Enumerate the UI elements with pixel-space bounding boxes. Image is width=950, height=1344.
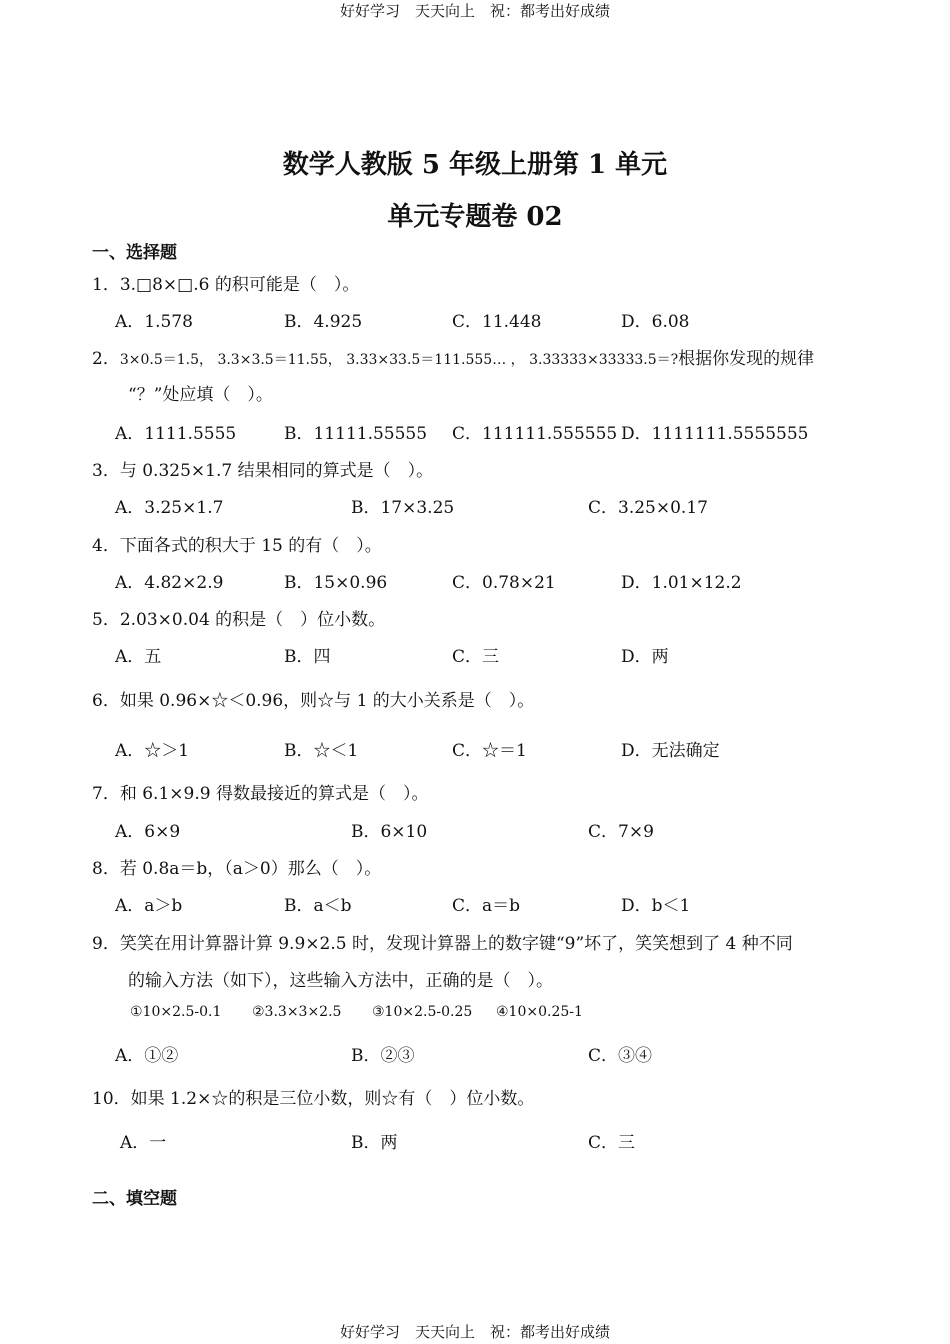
method-2: ②3.3×3×2.5 [252,1004,342,1020]
option-q5-d: D．两 [621,647,669,667]
option-q8-a: A．a＞b [115,896,183,916]
question-7: 7．和 6.1×9.9 得数最接近的算式是（ ）。 [92,784,429,804]
question-6: 6．如果 0.96×☆＜0.96，则☆与 1 的大小关系是（ ）。 [92,691,535,711]
option-q5-c: C．三 [452,647,500,667]
option-q6-c: C．☆＝1 [452,741,527,761]
option-q3-c: C．3.25×0.17 [588,498,708,518]
option-q10-b: B．两 [351,1133,398,1153]
option-q7-b: B．6×10 [351,822,428,842]
question-2-formula: 3×0.5＝1.5， 3.3×3.5＝11.55， 3.33×33.5＝111.555… ， 3.33333×33333.5＝? [119,352,679,368]
question-5: 5．2.03×0.04 的积是（ ）位小数。 [92,610,386,630]
method-4: ④10×0.25-1 [496,1004,583,1020]
option-q5-b: B．四 [284,647,331,667]
option-q9-b: B．②③ [351,1046,415,1066]
title-sub: 单元专题卷 02 [387,202,563,232]
option-q10-c: C．三 [588,1133,636,1153]
option-q6-b: B．☆＜1 [284,741,359,761]
option-q9-a: A．①② [115,1046,179,1066]
option-q1-c: C．11.448 [452,312,542,332]
option-q2-c: C．111111.555555 [452,424,618,444]
method-3: ③10×2.5-0.25 [372,1004,473,1020]
page-header: 好好学习 天天向上 祝：都考出好成绩 [339,2,610,20]
option-q3-a: A．3.25×1.7 [115,498,224,518]
option-q6-a: A．☆＞1 [115,741,190,761]
page-footer: 好好学习 天天向上 祝：都考出好成绩 [339,1323,610,1341]
option-q9-c: C．③④ [588,1046,653,1066]
option-q2-d: D．1111111.5555555 [621,424,809,444]
option-q2-a: A．1111.5555 [115,424,237,444]
question-10: 10．如果 1.2×☆的积是三位小数，则☆有（ ）位小数。 [92,1089,535,1109]
question-9: 9．笑笑在用计算器计算 9.9×2.5 时，发现计算器上的数字键“9”坏了，笑笑想到了 4 种不同 [92,934,793,954]
option-q8-b: B．a＜b [284,896,352,916]
option-q1-b: B．4.925 [284,312,363,332]
option-q3-b: B．17×3.25 [351,498,455,518]
option-q1-d: D．6.08 [621,312,690,332]
option-q4-c: C．0.78×21 [452,573,556,593]
title-main: 数学人教版 5 年级上册第 1 单元 [282,150,668,180]
question-2-cont: “？”处应填（ ）。 [128,385,273,405]
section-fill: 二、填空题 [92,1189,177,1209]
option-q4-d: D．1.01×12.2 [621,573,742,593]
option-q6-d: D．无法确定 [621,741,720,761]
option-q1-a: A．1.578 [115,312,193,332]
option-q7-c: C．7×9 [588,822,654,842]
section-choice: 一、选择题 [92,243,177,263]
option-q7-a: A．6×9 [115,822,181,842]
option-q4-a: A．4.82×2.9 [115,573,224,593]
option-q8-c: C．a＝b [452,896,521,916]
question-4: 4．下面各式的积大于 15 的有（ ）。 [92,536,382,556]
question-1: 1．3.□8×□.6 的积可能是（ ）。 [92,275,360,295]
option-q8-d: D．b＜1 [621,896,691,916]
option-q5-a: A．五 [115,647,162,667]
option-q2-b: B．11111.55555 [284,424,428,444]
option-q4-b: B．15×0.96 [284,573,388,593]
question-9-cont: 的输入方法（如下），这些输入方法中，正确的是（ ）。 [128,971,553,991]
question-3: 3．与 0.325×1.7 结果相同的算式是（ ）。 [92,461,434,481]
question-8: 8．若 0.8a＝b，（a＞0）那么（ ）。 [92,859,382,879]
option-q10-a: A．一 [120,1133,167,1153]
method-1: ①10×2.5-0.1 [130,1004,222,1020]
question-2 [92,344,814,369]
question-2-number: 2． [92,349,120,369]
question-2-rest: 根据你发现的规律 [678,349,815,369]
